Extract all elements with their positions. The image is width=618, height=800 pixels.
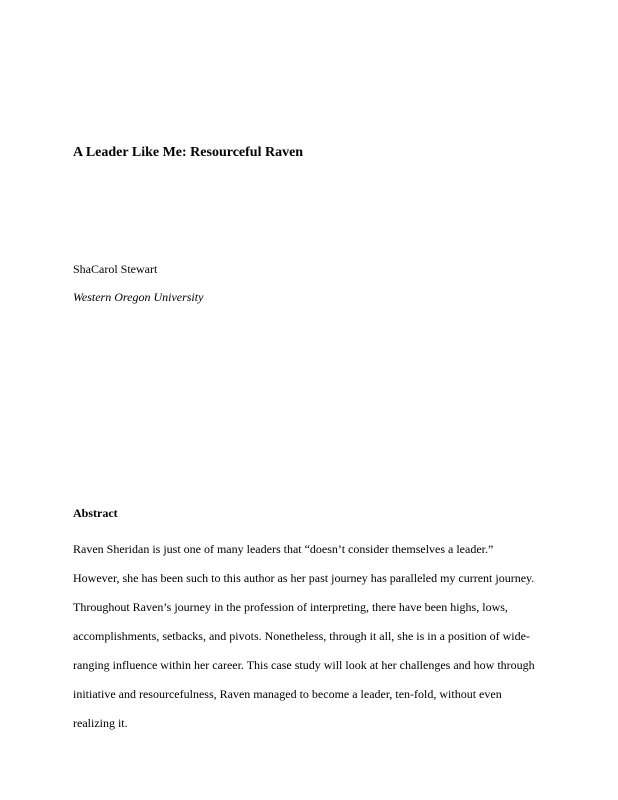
abstract-line: Throughout Raven’s journey in the profession of interpreting, there have been highs, lows, — [73, 600, 508, 614]
page-title: A Leader Like Me: Resourceful Raven — [73, 145, 304, 160]
abstract-line: realizing it. — [73, 716, 128, 730]
abstract-line: initiative and resourcefulness, Raven managed to become a leader, ten-fold, without even — [73, 687, 502, 701]
abstract-line: ranging influence within her career. This case study will look at her challenges and how through — [73, 658, 535, 672]
abstract-line: However, she has been such to this author as her past journey has paralleled my current journey. — [73, 571, 535, 585]
abstract-line: Raven Sheridan is just one of many leaders that “doesn’t consider themselves a leader.” — [73, 542, 494, 556]
abstract-body — [73, 540, 553, 743]
author-name: ShaCarol Stewart — [73, 262, 158, 276]
abstract-line: accomplishments, setbacks, and pivots. Nonetheless, through it all, she is in a position of wide- — [73, 629, 530, 643]
abstract-heading: Abstract — [73, 506, 118, 520]
author-affiliation: Western Oregon University — [73, 290, 204, 304]
